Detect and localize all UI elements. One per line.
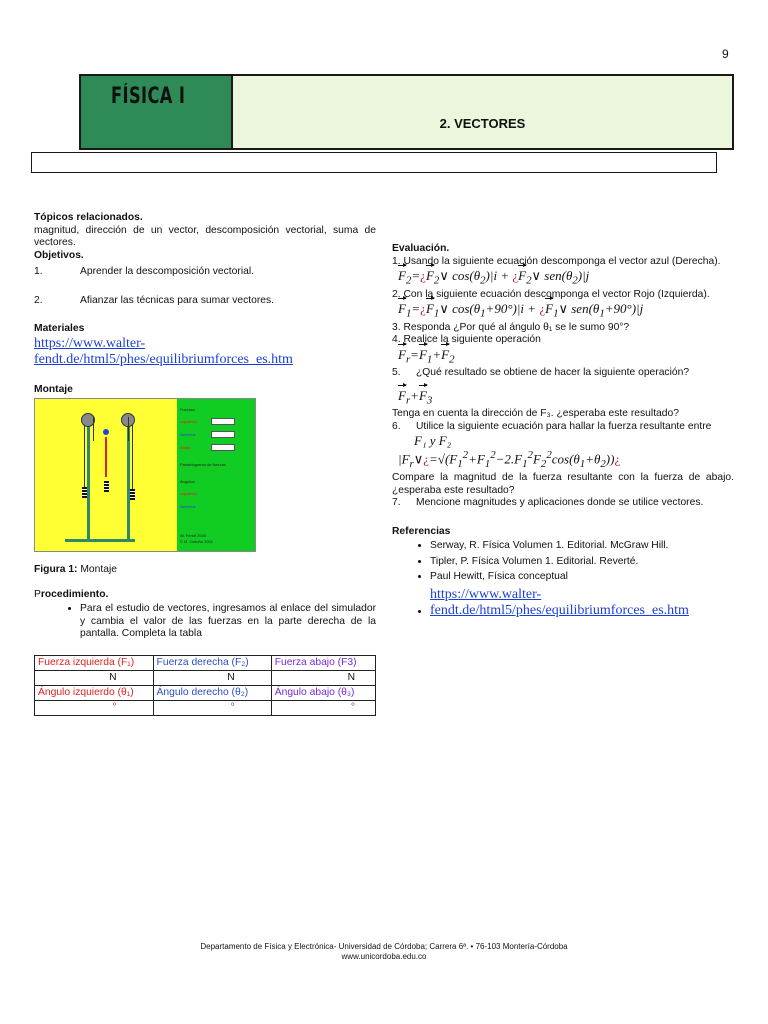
- reference-link[interactable]: https://www.walter-fendt.de/html5/phes/equilibriumforces_es.htm: [430, 586, 689, 618]
- objetivo-item: 1. Aprender la descomposición vectorial.: [34, 266, 254, 277]
- table-cell[interactable]: N: [153, 670, 271, 685]
- materiales-link[interactable]: https://www.walter-fendt.de/html5/phes/equilibriumforces_es.htm: [34, 335, 293, 367]
- objetivos-heading: Objetivos.: [34, 249, 84, 261]
- table-cell[interactable]: N: [271, 670, 375, 685]
- question-5-note: Tenga en cuenta la dirección de F₃. ¿esperaba este resultado?: [392, 408, 679, 420]
- equation-f1: $F_1=¿F_1\vee$ $\cos(\theta_1+90^\circ)|i$ + ¿$F_1\vee$ $sen(\theta_1+90^\circ)|j$: [398, 301, 644, 320]
- procedimiento-heading: Procedimiento.: [34, 588, 109, 600]
- table-cell[interactable]: N: [35, 670, 154, 685]
- topicos-text: magnitud, dirección de un vector, descomposición vectorial, suma de vectores.: [34, 224, 376, 248]
- reference-item: • Tipler, P. Física Volumen 1. Editorial. Reverté.: [430, 556, 734, 569]
- montaje-heading: Montaje: [34, 383, 73, 395]
- table-row: [35, 685, 376, 700]
- equation-resultant: $|F_r\vee¿=√(F_1^2+F_1^2-2.F_1^2F_2^2\cos(\theta_1+\theta_2))¿$: [398, 449, 621, 471]
- header-box: [79, 74, 734, 150]
- topic-cell: [233, 76, 732, 148]
- footer-address: Departamento de Física y Electrónica- Universidad de Córdoba; Carrera 6ª. • 76-103 Montería-Córdoba: [200, 942, 568, 951]
- question-6-compare: Compare la magnitud de la fuerza resultante con la fuerza de abajo. ¿esperaba este resultado?: [392, 472, 734, 496]
- weight-left: [82, 487, 87, 498]
- table-cell[interactable]: °: [271, 700, 375, 715]
- table-row: [35, 655, 376, 670]
- question-1: 1. Usando la siguiente ecuación descomponga el vector azul (Derecha).: [392, 255, 721, 267]
- materiales-heading: Materiales: [34, 323, 85, 334]
- table-row: [35, 670, 376, 685]
- question-6-vectors: F₁ y F₂: [414, 433, 452, 449]
- reference-item: • Serway, R. Física Volumen 1. Editorial. McGraw Hill.: [430, 540, 734, 553]
- weight-middle: [104, 481, 109, 492]
- table-cell[interactable]: °: [35, 700, 154, 715]
- reference-item: • Paul Hewitt, Física conceptual: [430, 571, 734, 584]
- subject-title: FÍSICA I: [111, 84, 186, 109]
- table-cell: Fuerza derecha (F₂): [153, 655, 271, 670]
- question-6: 6. Utilice la siguiente ecuación para hallar la fuerza resultante entre: [392, 420, 712, 432]
- procedimiento-item: • Para el estudio de vectores, ingresamos al enlace del simulador y cambia el valor de las fuerzas en la parte derecha de la pantalla. Completa la tabla: [80, 603, 376, 641]
- table-cell: Fuerza izquierda (F₁): [35, 655, 154, 670]
- question-2: 2. Con la siguiente ecuación descomponga el vector Rojo (Izquierda).: [392, 288, 710, 300]
- data-table: [34, 655, 376, 716]
- simulator-image: [34, 398, 256, 552]
- subject-cell: [81, 76, 233, 148]
- equation-f2: $F_2=¿F_2\vee$ $\cos(\theta_2)|i$ + ¿$F_2\vee$ $sen(\theta_2)|j$: [398, 268, 590, 287]
- simulator-panel: Fuerzas: Izquierda: Derecha: Abajo: Paralelogramo de fuerzas Ángulos: Izquierda: Derecha: W. Fendt 2000 © M. Orduño 2001: [177, 399, 255, 551]
- table-cell: Ángulo derecho (θ₂): [153, 685, 271, 700]
- objetivo-item: 2. Afianzar las técnicas para sumar vectores.: [34, 294, 275, 306]
- reference-item: [430, 587, 734, 619]
- table-cell: Fuerza abajo (F3): [271, 655, 375, 670]
- topicos-heading: Tópicos relacionados.: [34, 212, 143, 223]
- table-row: [35, 700, 376, 715]
- question-3: 3. Responda ¿Por qué al ángulo θ₁ se le sumo 90°?: [392, 321, 630, 333]
- page-number: 9: [722, 47, 729, 61]
- figure-caption: Figura 1: Montaje: [34, 564, 117, 575]
- topic-title: 2. VECTORES: [439, 116, 526, 131]
- right-column: [392, 243, 734, 622]
- question-5: 5. ¿Qué resultado se obtiene de hacer la siguiente operación?: [392, 367, 690, 379]
- equation-fr-f3: $F_r+F_3$: [398, 387, 433, 407]
- referencias-heading: Referencias: [392, 525, 451, 537]
- evaluacion-heading: Evaluación.: [392, 243, 450, 254]
- left-column: [34, 212, 376, 716]
- table-cell: Ángulo abajo (θ₃): [271, 685, 375, 700]
- procedimiento-list: [34, 603, 376, 641]
- question-4: 4. Realice la siguiente operación: [392, 334, 541, 346]
- weight-right: [130, 489, 135, 500]
- equation-fr: $F_r=F_1+F_2$: [398, 346, 455, 366]
- referencias-list: [392, 540, 734, 619]
- footer-website: www.unicordoba.edu.co: [341, 952, 427, 961]
- header-subbox: [31, 152, 717, 173]
- footer: [0, 942, 768, 962]
- table-cell[interactable]: °: [153, 700, 271, 715]
- table-cell: Ángulo izquierdo (θ₁): [35, 685, 154, 700]
- question-7: 7. Mencione magnitudes y aplicaciones donde se utilice vectores.: [392, 497, 704, 509]
